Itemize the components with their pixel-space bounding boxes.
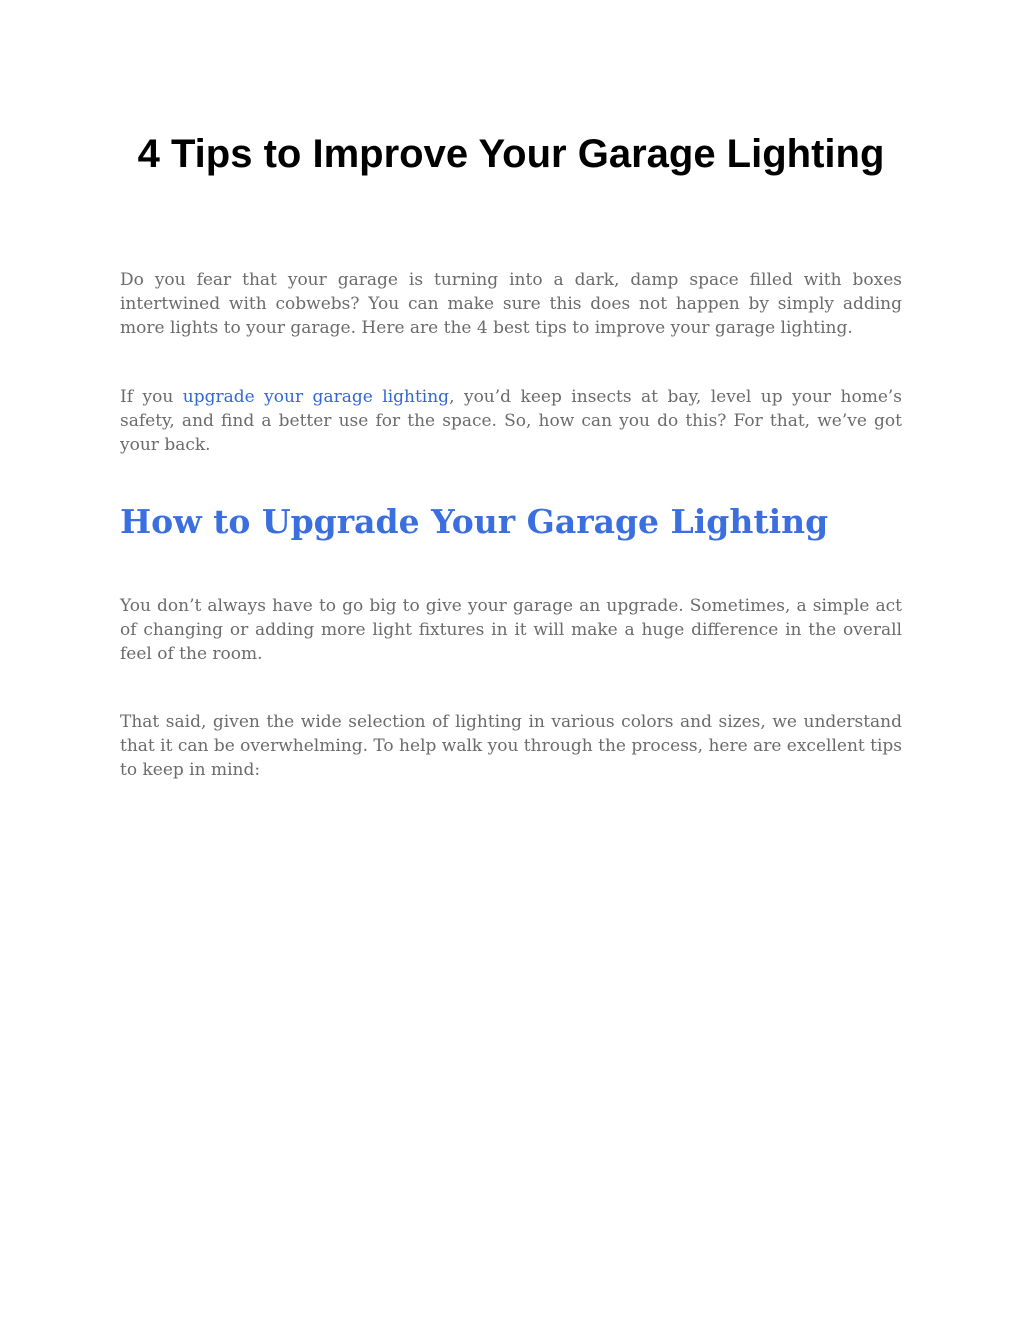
upgrade-garage-lighting-link[interactable]: upgrade your garage lighting [182, 387, 450, 407]
fourth-paragraph: That said, given the wide selection of lighting in various colors and sizes, we understand that it can be overwhelming. To help walk you through the process, here are excellent tips to keep in mind: [120, 712, 903, 780]
section-heading: How to Upgrade Your Garage Lighting [120, 502, 829, 541]
intro-paragraph: Do you fear that your garage is turning into a dark, damp space filled with boxes intertwined with cobwebs? You can make sure this does not happen by simply adding more lights to your garage. Here are the 4 best tips to improve your garage lighting. [120, 270, 902, 338]
second-paragraph-lead: If you [120, 387, 183, 407]
page-title: 4 Tips to Improve Your Garage Lighting [137, 132, 885, 176]
second-paragraph-rest: , you’d keep insects at bay, level up your home’s safety, and find a better use for the space. So, how can you do this? For that, we’ve got your back. [120, 387, 903, 455]
second-paragraph [120, 385, 902, 457]
third-paragraph: You don’t always have to go big to give your garage an upgrade. Sometimes, a simple act of changing or adding more light fixtures in it will make a huge difference in the overall feel of the room. [120, 596, 902, 664]
